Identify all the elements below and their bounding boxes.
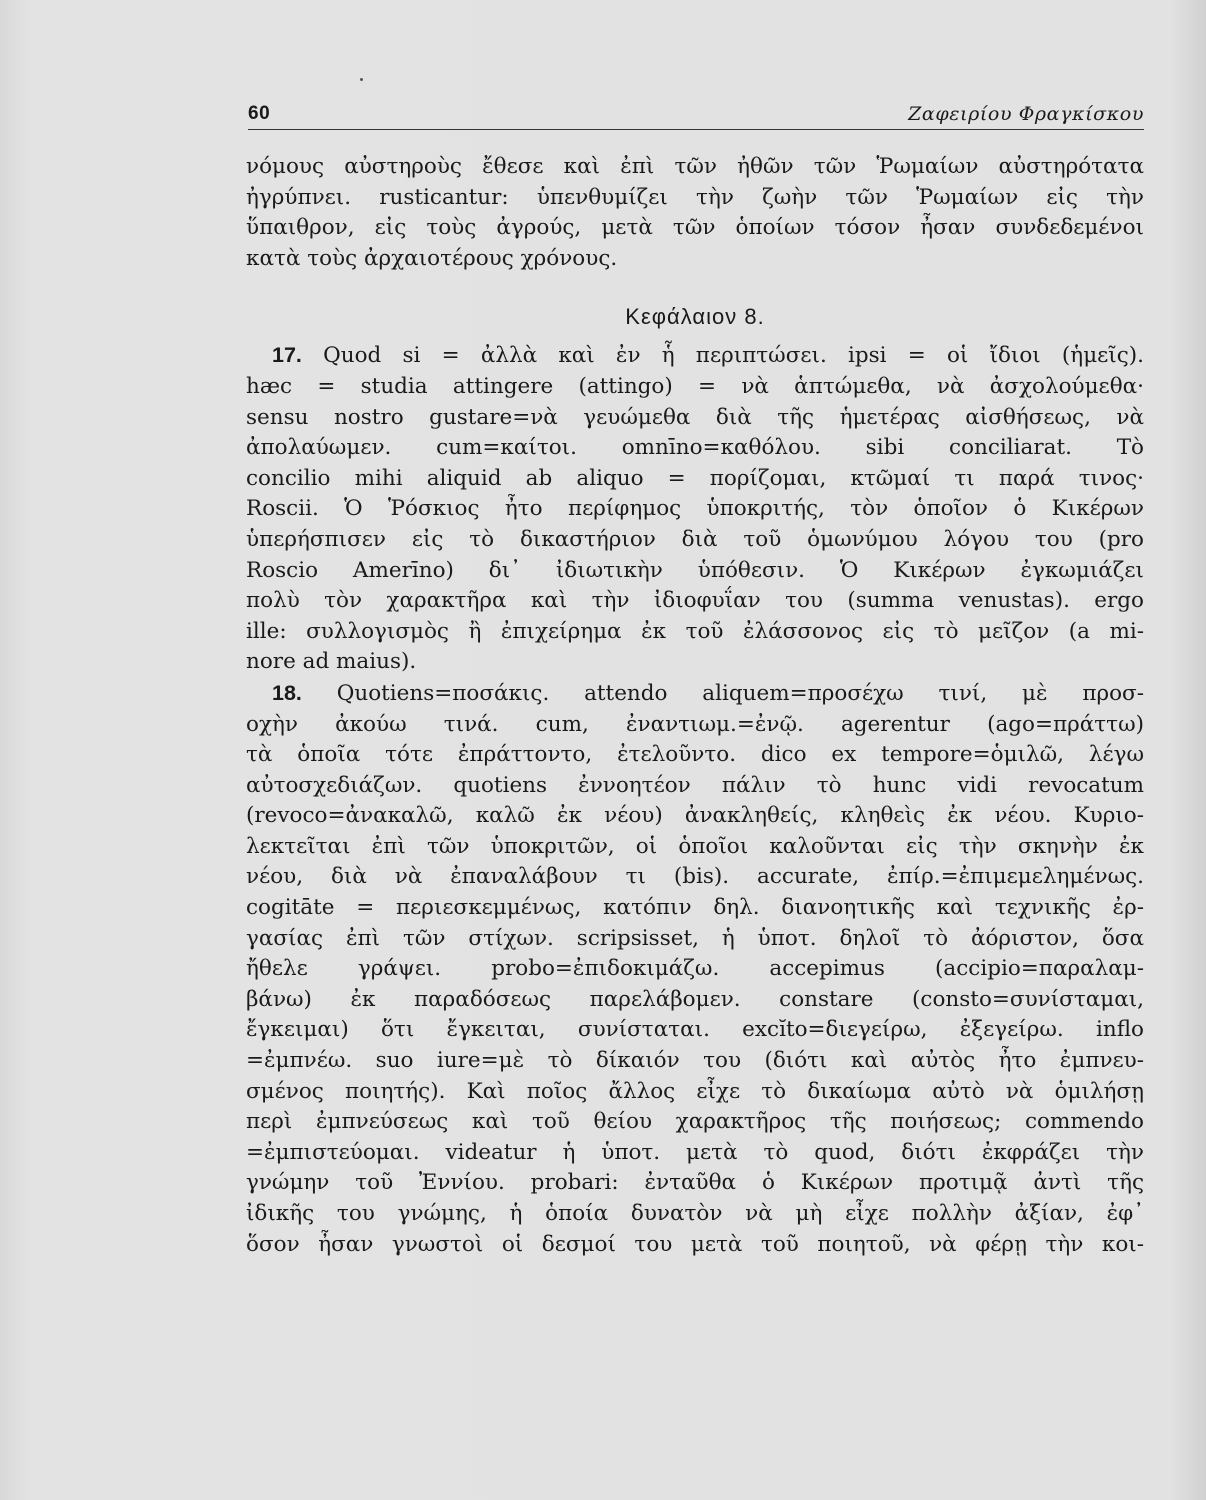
- page-body: [246, 152, 1144, 1260]
- text-line: λεκτεῖται ἐπὶ τῶν ὑποκριτῶν, οἱ ὁποῖοι καλοῦνται εἰς τὴν σκηνὴν ἐκ: [246, 833, 1144, 859]
- text-line: Roscio Amerīno) δι᾿ ἰδιωτικὴν ὑπόθεσιν. Ὁ Κικέρων ἐγκωμιάζει: [246, 557, 1144, 583]
- running-head: [248, 92, 1144, 130]
- text-line: (revoco=ἀνακαλῶ, καλῶ ἐκ νέου) ἀνακληθείς, κληθεὶς ἐκ νέου. Κυριο-: [246, 803, 1144, 829]
- text-line: γνώμην τοῦ Ἐννίου. probari: ἐνταῦθα ὁ Κικέρων προτιμᾷ ἀντὶ τῆς: [246, 1170, 1144, 1196]
- text-line: νέου, διὰ νὰ ἐπαναλάβουν τι (bis). accurate, ἐπίρ.=ἐπιμεμελημένως.: [246, 864, 1144, 890]
- text-line: nore ad maius).: [246, 649, 417, 675]
- text-line: οχὴν ἀκούω τινά. cum, ἐναντιωμ.=ἐνῷ. agerentur (ago=πράττω): [246, 711, 1144, 737]
- text-line: =ἐμπιστεύομαι. videatur ἡ ὑποτ. μετὰ τὸ quod, διότι ἐκφράζει τὴν: [246, 1139, 1144, 1165]
- page-number: 60: [248, 103, 271, 124]
- text-line: ὕπαιθρον, εἰς τοὺς ἀγρούς, μετὰ τῶν ὁποίων τόσον ἦσαν συνδεδεμένοι: [246, 215, 1144, 241]
- chapter-heading: Κεφάλαιον 8.: [625, 304, 765, 330]
- text-line: sensu nostro gustare=νὰ γευώμεθα διὰ τῆς ἡμετέρας αἰσθήσεως, νὰ: [246, 404, 1144, 430]
- text-line: περὶ ἐμπνεύσεως καὶ τοῦ θείου χαρακτῆρος τῆς ποιήσεως; commendo: [246, 1109, 1144, 1135]
- text-line: πολὺ τὸν χαρακτῆρα καὶ τὴν ἰδιοφυΐαν του (summa venustas). ergo: [246, 588, 1144, 614]
- text-line: ἰδικῆς του γνώμης, ἡ ὁποία δυνατὸν νὰ μὴ εἶχε πολλὴν ἀξίαν, ἐφ᾿: [246, 1201, 1144, 1226]
- text-line: ille: συλλογισμὸς ἢ ἐπιχείρημα ἐκ τοῦ ἐλάσσονος εἰς τὸ μεῖζον (a mi-: [246, 618, 1144, 644]
- text-line: ἠγρύπνει. rusticantur: ὑπενθυμίζει τὴν ζωὴν τῶν Ῥωμαίων εἰς τὴν: [246, 184, 1144, 210]
- section-first-line-text: Quod si = ἀλλὰ καὶ ἐν ἧ περιπτώσει. ipsi = οἱ ἴδιοι (ἡμεῖς).: [323, 343, 1144, 369]
- running-title: Ζαφειρίου Φραγκίσκου: [908, 103, 1144, 125]
- text-line: κατὰ τοὺς ἀρχαιοτέρους χρόνους.: [246, 245, 618, 271]
- text-line: Roscii. Ὁ Ῥόσκιος ἦτο περίφημος ὑποκριτής, τὸν ὁποῖον ὁ Κικέρων: [246, 496, 1144, 522]
- section-18: [246, 678, 1144, 1260]
- text-line: cogitāte = περιεσκεμμένως, κατόπιν δηλ. διανοητικῆς καὶ τεχνικῆς ἐρ-: [246, 895, 1144, 921]
- text-line: =ἐμπνέω. suo iure=μὲ τὸ δίκαιόν του (διότι καὶ αὐτὸς ἦτο ἐμπνευ-: [246, 1048, 1144, 1074]
- section-number: 17.: [272, 343, 302, 368]
- text-line: τὰ ὁποῖα τότε ἐπράττοντο, ἐτελοῦντο. dico ex tempore=ὁμιλῶ, λέγω: [246, 742, 1144, 768]
- section-17: [246, 340, 1144, 678]
- section-first-line-text: Quotiens=ποσάκις. attendo aliquem=προσέχω τινί, μὲ προσ-: [336, 680, 1144, 706]
- text-line: γασίας ἐπὶ τῶν στίχων. scripsisset, ἡ ὑποτ. δηλοῖ τὸ ἀόριστον, ὅσα: [246, 925, 1144, 951]
- text-line: concilio mihi aliquid ab aliquo = πορίζομαι, κτῶμαί τι παρά τινος·: [246, 465, 1144, 491]
- section-first-line: [246, 678, 1144, 710]
- text-line: αὐτοσχεδιάζων. quotiens ἐννοητέον πάλιν τὸ hunc vidi revocatum: [246, 772, 1144, 798]
- section-number: 18.: [272, 680, 302, 705]
- text-line: hæc = studia attingere (attingo) = νὰ ἁπτώμεθα, νὰ ἀσχολούμεθα·: [246, 373, 1144, 399]
- text-line: ὅσον ἦσαν γνωστοὶ οἱ δεσμοί του μετὰ τοῦ ποιητοῦ, νὰ φέρῃ τὴν κοι-: [246, 1231, 1144, 1257]
- text-line: ἔγκειμαι) ὅτι ἔγκειται, συνίσταται. excĭto=διεγείρω, ἐξεγείρω. inflo: [246, 1017, 1144, 1043]
- text-line: νόμους αὐστηροὺς ἔθεσε καὶ ἐπὶ τῶν ἠθῶν τῶν Ῥωμαίων αὐστηρότατα: [246, 154, 1144, 179]
- text-line: ὑπερήσπισεν εἰς τὸ δικαστήριον διὰ τοῦ ὁμωνύμου λόγου του (pro: [246, 526, 1144, 552]
- print-speck: [360, 78, 363, 81]
- text-line: ἀπολαύωμεν. cum=καίτοι. omnīno=καθόλου. sibi conciliarat. Τὸ: [246, 435, 1144, 461]
- text-line: σμένος ποιητής). Καὶ ποῖος ἄλλος εἶχε τὸ δικαίωμα αὐτὸ νὰ ὁμιλήσῃ: [246, 1078, 1144, 1104]
- text-line: βάνω) ἐκ παραδόσεως παρελάβομεν. constare (consto=συνίσταμαι,: [246, 986, 1144, 1012]
- intro-paragraph: [246, 152, 1144, 274]
- text-line: ἤθελε γράψει. probo=ἐπιδοκιμάζω. accepimus (accipio=παραλαμ-: [246, 956, 1144, 982]
- section-first-line: [246, 340, 1144, 372]
